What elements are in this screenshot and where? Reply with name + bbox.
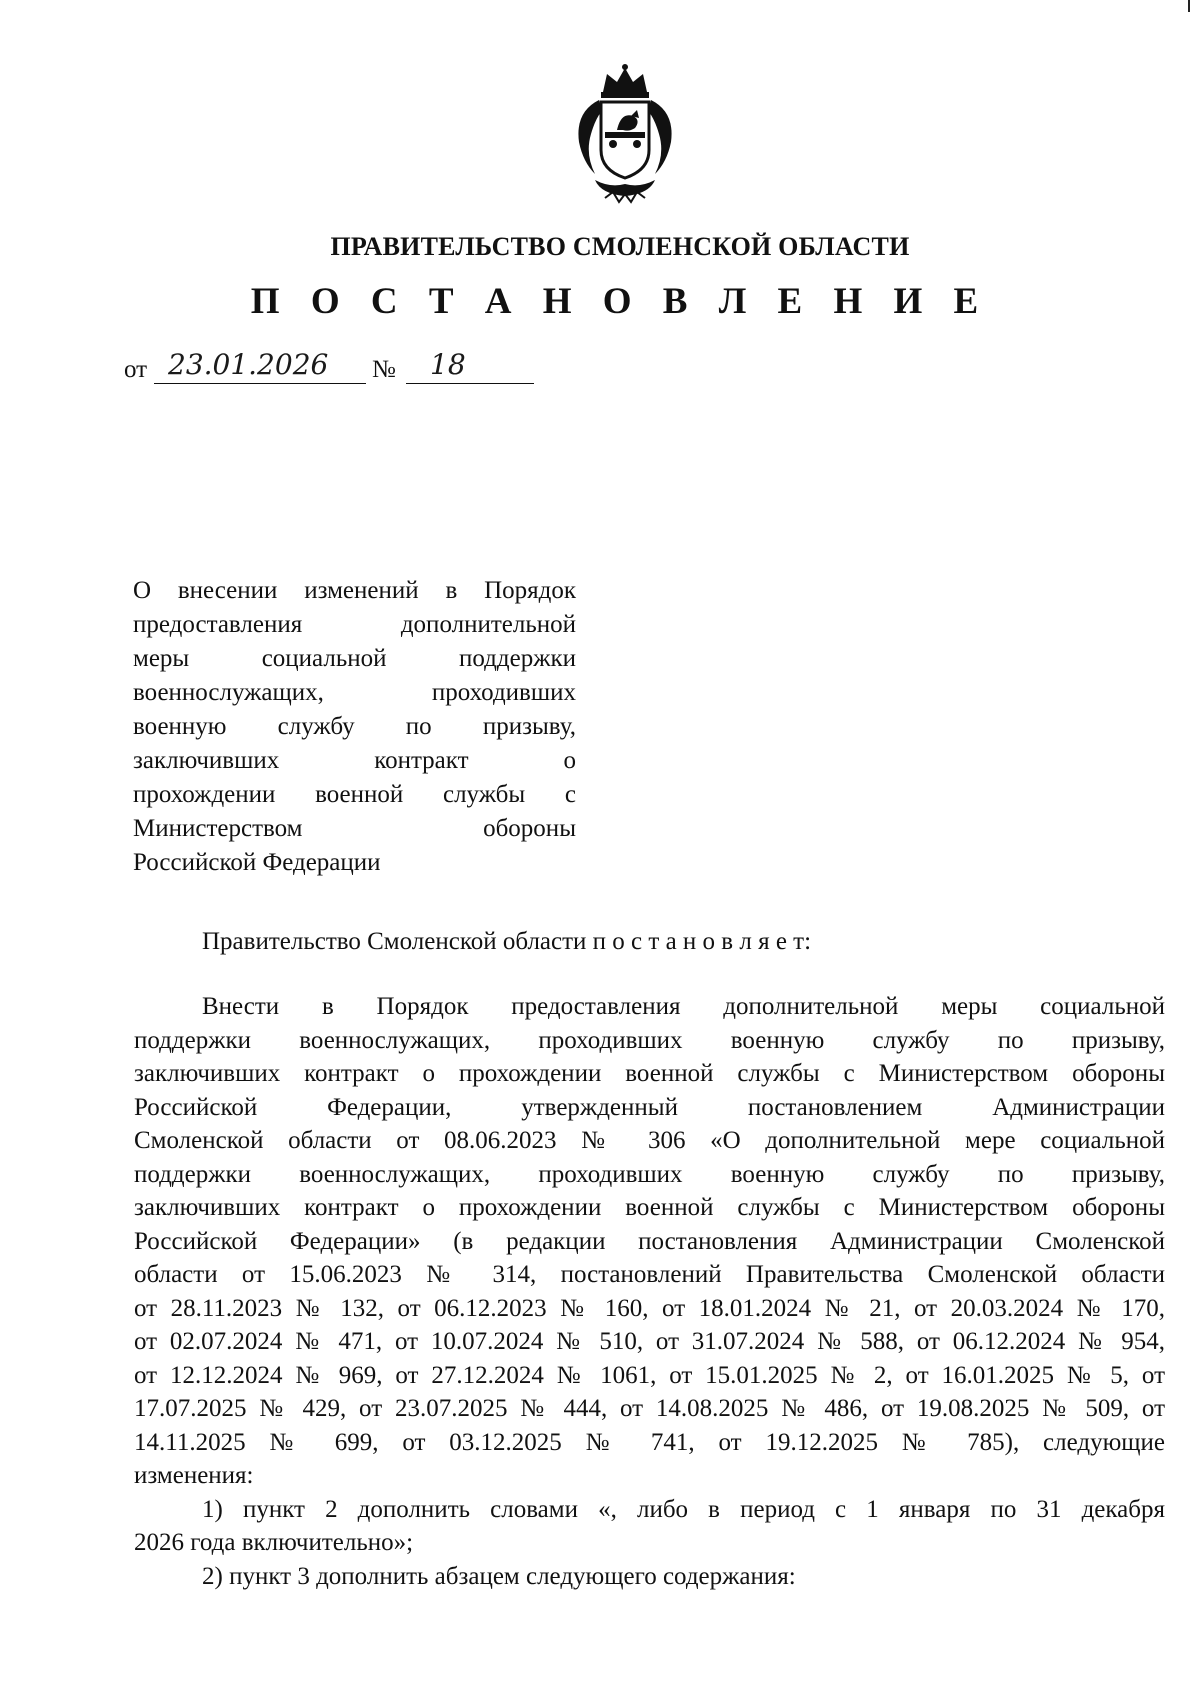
date-prefix-label: от [124,356,148,383]
document-subject [133,574,576,880]
issuer-title: ПРАВИТЕЛЬСТВО СМОЛЕНСКОЙ ОБЛАСТИ [330,232,910,261]
body-line: поддержки военнослужащих, проходивших военную службу по призыву, [134,1160,1165,1188]
handwritten-date: 23.01.2026 [168,348,329,381]
body-line: от 02.07.2024 № 471, от 10.07.2024 № 510, от 31.07.2024 № 588, от 06.12.2024 № 954, [134,1328,1165,1355]
subject-line: прохождении военной службы с [133,781,576,808]
coat-of-arms-icon [565,62,685,204]
subject-line: меры социальной поддержки [133,645,576,672]
body-line: 2026 года включительно»; [134,1529,414,1556]
body-line: изменения: [134,1462,254,1489]
subject-line: предоставления дополнительной [133,611,576,638]
subject-line: военнослужащих, проходивших [133,679,576,706]
date-number-line [124,350,554,390]
body-line: Российской Федерации» (в редакции постановления Администрации Смоленской [134,1227,1165,1255]
body-line: области от 15.06.2023 № 314, постановлений Правительства Смоленской области [134,1261,1165,1288]
body-line: заключивших контракт о прохождении военной службы с Министерством обороны [134,1194,1165,1221]
body-line: заключивших контракт о прохождении военной службы с Министерством обороны [134,1060,1165,1087]
document-body [134,990,1165,1593]
body-line: 17.07.2025 № 429, от 23.07.2025 № 444, от 14.08.2025 № 486, от 19.08.2025 № 509, от [134,1395,1165,1422]
subject-line: Российской Федерации [133,849,381,876]
handwritten-number: 18 [430,348,466,381]
body-line: поддержки военнослужащих, проходивших военную службу по призыву, [134,1026,1165,1054]
document-type-title: П О С Т А Н О В Л Е Н И Е [250,281,990,322]
body-line: 2) пункт 3 дополнить абзацем следующего содержания: [202,1562,796,1590]
body-line: Смоленской области от 08.06.2023 № 306 «О дополнительной мере социальной [134,1127,1165,1154]
number-underline [406,383,534,384]
body-line: от 28.11.2023 № 132, от 06.12.2023 № 160, от 18.01.2024 № 21, от 20.03.2024 № 170, [134,1294,1165,1322]
subject-line: военную службу по призыву, [133,713,576,740]
body-line: от 12.12.2024 № 969, от 27.12.2024 № 1061, от 15.01.2025 № 2, от 16.01.2025 № 5, от [134,1361,1165,1389]
subject-line: Министерством обороны [133,815,576,842]
body-line: Внести в Порядок предоставления дополнительной меры социальной [202,993,1165,1020]
number-label: № [372,356,396,383]
body-line: 1) пункт 2 дополнить словами «, либо в период с 1 января по 31 декабря [202,1495,1165,1523]
body-line: 14.11.2025 № 699, от 03.12.2025 № 741, от 19.12.2025 № 785), следующие [134,1428,1165,1456]
date-underline [154,383,366,384]
subject-line: О внесении изменений в Порядок [133,577,576,604]
body-line: Российской Федерации, утвержденный постановлением Администрации [134,1093,1165,1121]
decree-statement: Правительство Смоленской области п о с т а н о в л я е т: [202,928,812,955]
subject-line: заключивших контракт о [133,747,576,774]
scan-mark [1188,0,1190,12]
